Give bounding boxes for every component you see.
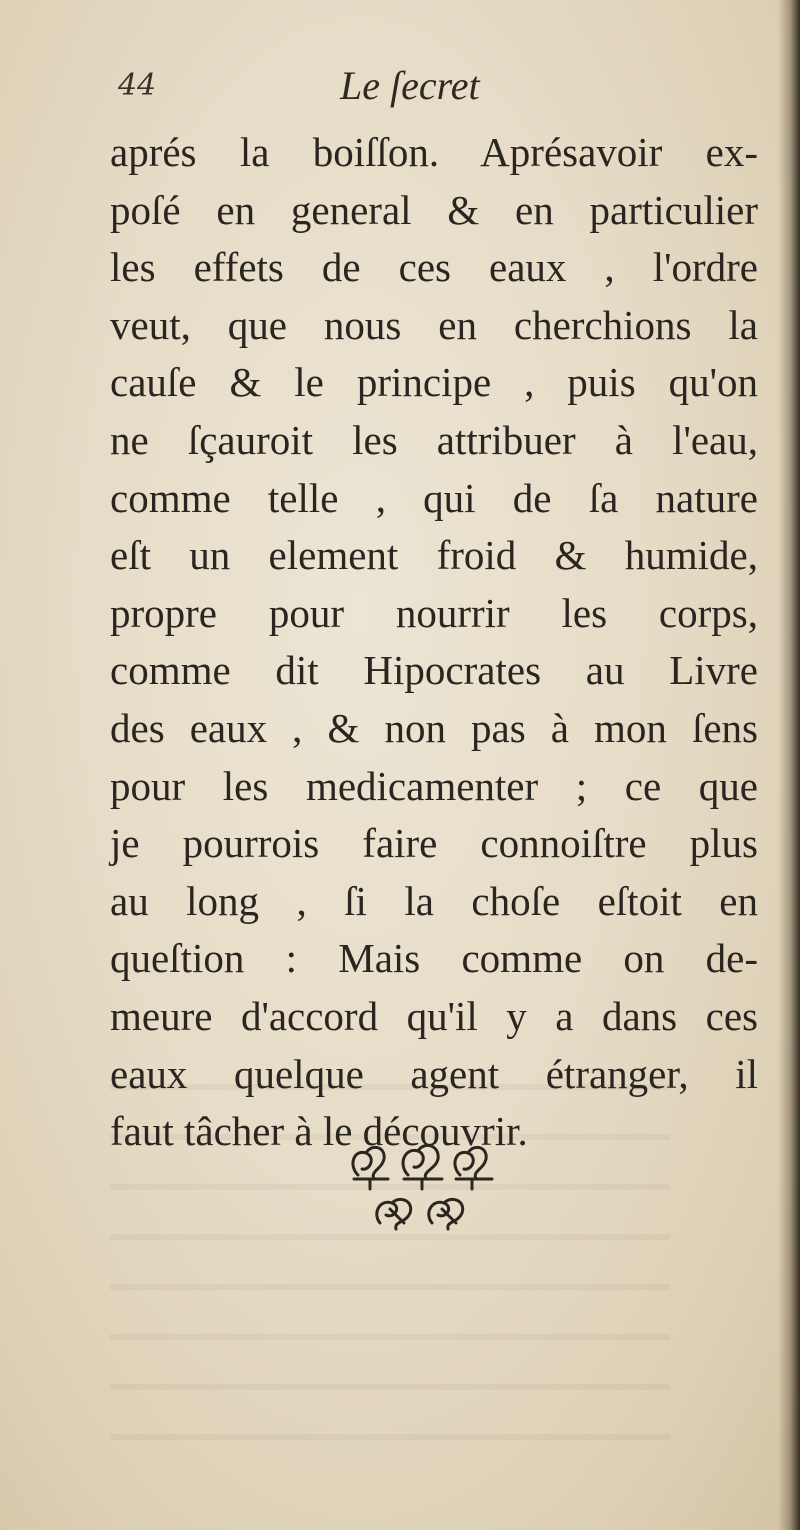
- text-line: des eaux , & non pas à mon ſens: [110, 704, 758, 751]
- text-line: au long , ſi la choſe eſtoit en: [110, 877, 758, 924]
- text-line: les effets de ces eaux , l'ordre: [110, 244, 758, 291]
- text-line: cauſe & le principe , puis qu'on: [110, 359, 758, 406]
- text-line: ne ſçauroit les attribuer à l'eau,: [110, 416, 758, 463]
- page-header: [118, 62, 758, 122]
- text-line: je pourrois faire connoiſtre plus: [110, 820, 758, 867]
- text-line: poſé en general & en particulier: [110, 186, 758, 233]
- text-line: eaux quelque agent étranger, il: [110, 1050, 758, 1097]
- text-line: aprés la boiſſon. Aprésavoir ex-: [110, 129, 758, 175]
- text-line: propre pour nourrir les corps,: [110, 589, 758, 636]
- text-line: veut, que nous en cherchions la: [110, 301, 758, 348]
- text-line: queſtion : Mais comme on de-: [110, 935, 758, 982]
- binding-shadow: [778, 0, 800, 1530]
- text-line: meure d'accord qu'il y a dans ces: [110, 992, 758, 1039]
- body-text: [110, 124, 758, 1161]
- text-line last-line: faut tâcher à le découvrir.: [110, 1108, 528, 1155]
- fleuron-ornament-icon: [340, 1135, 510, 1235]
- text-line: eſt un element froid & humide,: [110, 532, 758, 579]
- text-line: pour les medicamenter ; ce que: [110, 762, 758, 809]
- page-number: 44: [118, 68, 157, 103]
- text-line: comme dit Hipocrates au Livre: [110, 647, 758, 694]
- running-title: Le ſecret: [340, 63, 480, 108]
- text-line: comme telle , qui de ſa nature: [110, 474, 758, 521]
